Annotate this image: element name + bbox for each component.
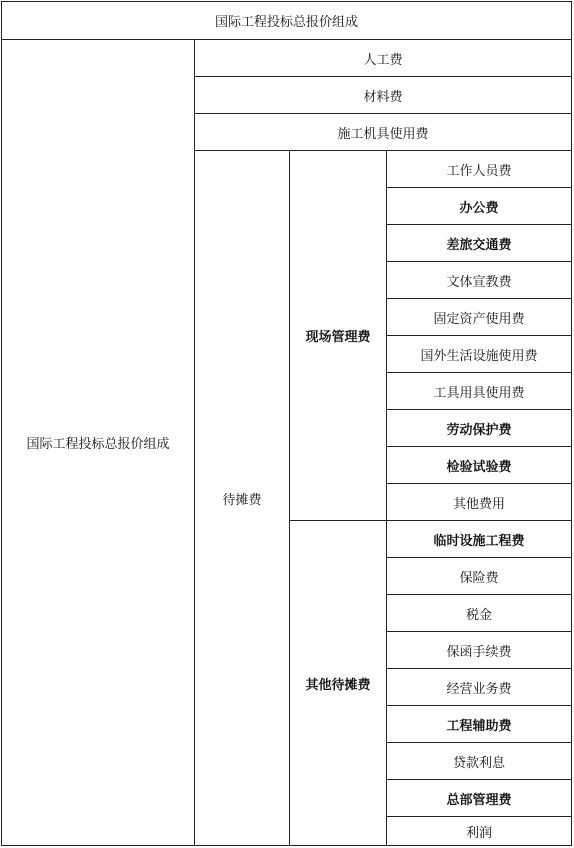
cost-item: 劳动保护费 (386, 409, 572, 447)
cost-group-label: 现场管理费 (289, 150, 387, 521)
cost-item: 文体宣教费 (386, 261, 572, 299)
cost-item: 临时设施工程费 (386, 520, 572, 558)
cost-item: 差旅交通费 (386, 224, 572, 262)
cost-group-label: 其他待摊费 (289, 520, 387, 846)
root-label: 国际工程投标总报价组成 (1, 39, 195, 846)
allocated-cost-label: 待摊费 (194, 150, 290, 846)
cost-item: 国外生活设施使用费 (386, 335, 572, 373)
cost-item: 办公费 (386, 187, 572, 225)
cost-item: 保函手续费 (386, 631, 572, 669)
cost-item: 工程辅助费 (386, 705, 572, 743)
cost-item: 工具用具使用费 (386, 372, 572, 410)
direct-cost-row: 材料费 (194, 76, 572, 114)
cost-item: 检验试验费 (386, 446, 572, 484)
cost-item: 固定资产使用费 (386, 298, 572, 336)
cost-item: 税金 (386, 594, 572, 632)
cost-item: 贷款利息 (386, 742, 572, 780)
cost-item: 经营业务费 (386, 668, 572, 706)
cost-item: 利润 (386, 816, 572, 846)
direct-cost-row: 人工费 (194, 39, 572, 77)
cost-item: 总部管理费 (386, 779, 572, 817)
cost-item: 工作人员费 (386, 150, 572, 188)
cost-item: 其他费用 (386, 483, 572, 521)
cost-item: 保险费 (386, 557, 572, 595)
direct-cost-row: 施工机具使用费 (194, 113, 572, 151)
table-header: 国际工程投标总报价组成 (1, 1, 572, 40)
